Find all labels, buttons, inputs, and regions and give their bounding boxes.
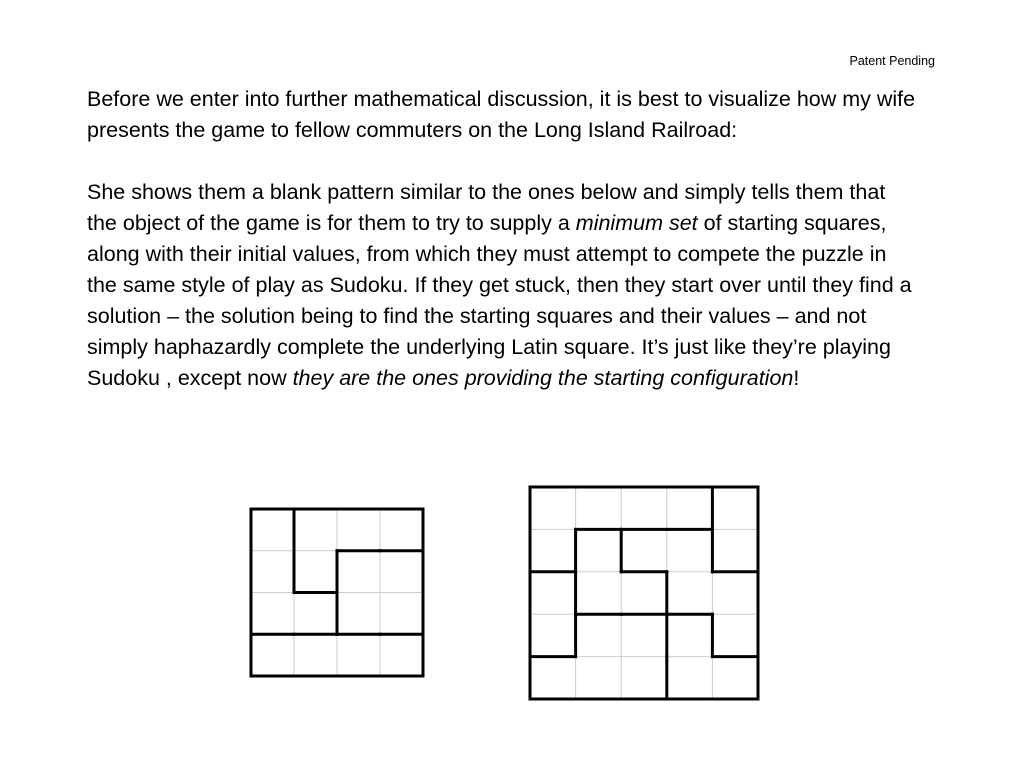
description-text-part2: of starting squares, along with their initial values, from which they must attempt to compete the puzzle in the same style of play as Sudoku. If they get stuck, then they start over until they find a solution – the solution being to find the starting squares and their values – and not simply haphazardly complete the underlying Latin square. It’s just like they’re playing Sudoku , except now: [87, 211, 912, 390]
grid-outer-border: [530, 487, 758, 699]
intro-paragraph: Before we enter into further mathematical discussion, it is best to visualize how my wife presents the game to fellow commuters on the Long Island Railroad:: [87, 87, 916, 142]
patent-pending-notice: Patent Pending: [849, 54, 935, 68]
body-text: [87, 84, 917, 425]
puzzle-grid-5x5: [528, 485, 760, 701]
emphasis-starting-configuration: they are the ones providing the starting configuration: [292, 366, 794, 390]
description-text-part3: !: [793, 366, 800, 390]
puzzle-grid-4x4: [249, 507, 425, 678]
description-text-part1: She shows them a blank pattern similar to the ones below and simply tells them that the object of the game is for them to try to supply a: [87, 180, 886, 235]
description-paragraph: [87, 177, 917, 394]
emphasis-minimum-set: minimum set: [575, 211, 698, 235]
